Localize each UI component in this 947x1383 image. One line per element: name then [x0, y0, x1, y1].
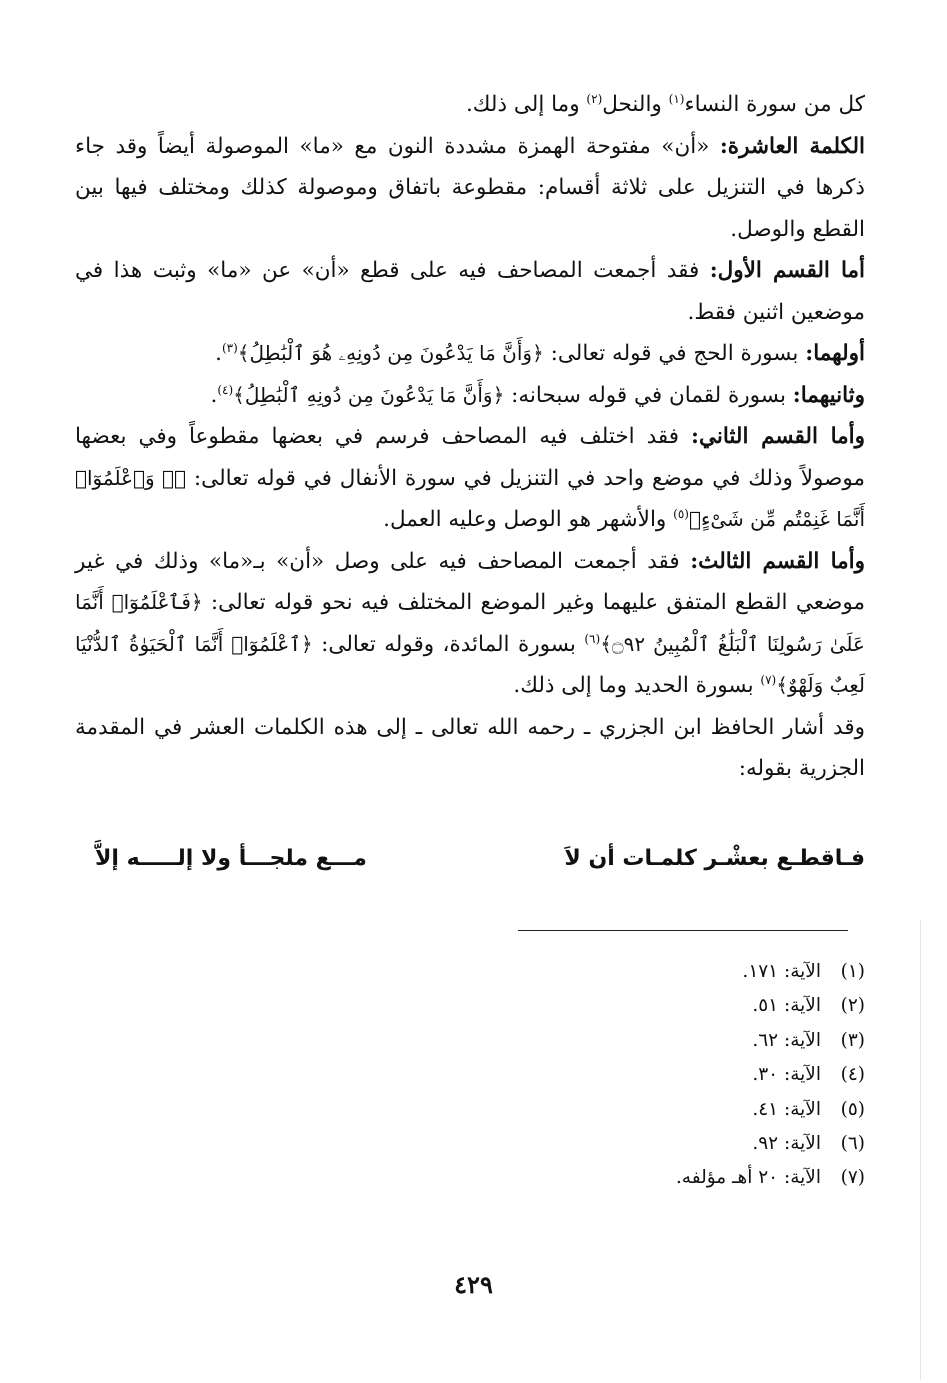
text: فقد اختلف فيه المصاحف فرسم في بعضها مقطوعاً وفي بعضها موصولاً وذلك في موضع واحد في التنزيل في سورة الأنفال في قوله تعالى: — [75, 424, 865, 491]
footnote-number: (٧) — [840, 1167, 865, 1189]
paragraph-kalima-ashira — [75, 126, 865, 251]
footnote-ref: (٣) — [221, 340, 238, 355]
text: بسورة لقمان في قوله سبحانه: — [504, 382, 793, 408]
footnote-text: الآية: ٥١. — [752, 995, 821, 1017]
footnote-ref: (٥) — [673, 506, 689, 521]
quran-verse: ﴿ٱعْلَمُوٓا۟ أَنَّمَا ٱلْحَيَوٰةُ ٱلدُّنْيَا لَعِبٌ وَلَهْوٌ﴾ — [75, 631, 865, 697]
footnote-number: (٢) — [840, 995, 865, 1017]
text: فقد أجمعت المصاحف فيه على قطع «أن» عن «ما» وثبت هذا في موضعين اثنين فقط. — [75, 258, 865, 325]
quran-verse: ﴿۞ وَٱعْلَمُوٓا۟ أَنَّمَا غَنِمْتُم مِّن شَىْءٍ﴾ — [75, 465, 865, 531]
footnote-ref: (٢) — [586, 91, 603, 106]
section-label: الكلمة العاشرة: — [719, 133, 866, 159]
text: والنحل — [602, 92, 669, 117]
footnote-number: (٣) — [840, 1029, 865, 1051]
quran-verse: ﴿وَأَنَّ مَا يَدْعُونَ مِن دُونِهِۦ هُوَ ٱلْبَٰطِلُ﴾ — [237, 341, 544, 365]
poem-hemistich-second: مـــع ملجـــأ ولا إلـــــه إلاَّ — [95, 846, 367, 871]
footnote-text: الآية: ٢٠ أهـ مؤلفه. — [675, 1167, 821, 1189]
footnote-item — [365, 1058, 865, 1092]
footnote-item — [365, 1161, 865, 1195]
poem-verse — [95, 840, 865, 884]
quran-verse: ﴿فَٱعْلَمُوٓا۟ أَنَّمَا عَلَىٰ رَسُولِنَا ٱلْبَلَٰغُ ٱلْمُبِينُ ۝٩٢﴾ — [75, 590, 865, 656]
main-text — [75, 84, 865, 790]
footnote-text: الآية: ١٧١. — [742, 961, 821, 982]
text: كل من سورة النساء — [684, 92, 865, 117]
footnote-number: (١) — [840, 961, 865, 982]
text: . — [210, 382, 218, 408]
footnote-separator — [518, 930, 848, 931]
section-label: وأما القسم الثاني: — [691, 424, 866, 449]
text: بسورة الحديد وما إلى ذلك. — [513, 673, 761, 698]
footnote-text: الآية: ٦٢. — [752, 1029, 821, 1051]
paragraph-qism-thani — [75, 416, 865, 541]
text: وما إلى ذلك. — [465, 92, 587, 117]
poem-hemistich-first: فـاقطـع بعشْـر كلمـات أن لاَ — [564, 846, 865, 871]
footnote-item — [365, 955, 865, 989]
footnote-item — [365, 989, 865, 1023]
footnote-item — [365, 1024, 865, 1058]
footnote-text: الآية: ٤١. — [752, 1098, 821, 1120]
footnote-item — [365, 1093, 865, 1127]
text: فقد أجمعت المصاحف فيه على وصل «أن» بـ«ما» وذلك في غير موضعي القطع المتفق عليهما وغير الموضع المختلف فيه نحو قوله تعالى: — [75, 548, 865, 615]
section-label: وثانيهما: — [792, 382, 865, 408]
scan-edge-line — [920, 920, 921, 1380]
footnote-text: الآية: ٣٠. — [752, 1064, 821, 1086]
footnote-text: الآية: ٩٢. — [752, 1133, 821, 1155]
paragraph-awwaluhuma — [75, 333, 865, 375]
section-label: أما القسم الأول: — [709, 258, 866, 283]
text: . — [215, 341, 222, 366]
text: «أن» مفتوحة الهمزة مشددة النون مع «ما» الموصولة أيضاً وقد جاء ذكرها في التنزيل على ثلاثة أقسام: مقطوعة باتفاق وموصولة كذلك ومختلف فيها بين القطع والوصل. — [75, 133, 865, 242]
footnote-ref: (٤) — [217, 382, 234, 397]
footnote-item — [365, 1127, 865, 1161]
text: والأشهر هو الوصل وعليه العمل. — [383, 507, 674, 532]
text: وقد أشار الحافظ ابن الجزري ـ رحمه الله تعالى ـ إلى هذه الكلمات العشر في المقدمة الجزرية بقوله: — [75, 714, 865, 781]
footnotes — [365, 955, 865, 1196]
paragraph-qism-thalith — [75, 541, 865, 707]
page-number: ٤٢٩ — [454, 1270, 493, 1299]
section-label: وأما القسم الثالث: — [690, 548, 865, 574]
footnote-ref: (٦) — [584, 631, 601, 646]
paragraph-closing — [75, 707, 865, 790]
footnote-ref: (٧) — [760, 672, 777, 687]
paragraph-thanihuma — [75, 375, 865, 417]
text: بسورة المائدة، وقوله تعالى: — [312, 631, 585, 657]
footnote-ref: (١) — [668, 91, 685, 106]
paragraph-qism-awwal — [75, 250, 865, 333]
section-label: أولهما: — [805, 341, 865, 366]
quran-verse: ﴿وَأَنَّ مَا يَدْعُونَ مِن دُونِهِ ٱلْبَٰطِلُ﴾ — [233, 382, 505, 407]
text: بسورة الحج في قوله تعالى: — [543, 341, 806, 366]
paragraph-intro — [75, 84, 865, 126]
footnote-number: (٤) — [840, 1064, 865, 1086]
footnote-number: (٥) — [840, 1098, 865, 1120]
footnote-number: (٦) — [840, 1133, 865, 1155]
